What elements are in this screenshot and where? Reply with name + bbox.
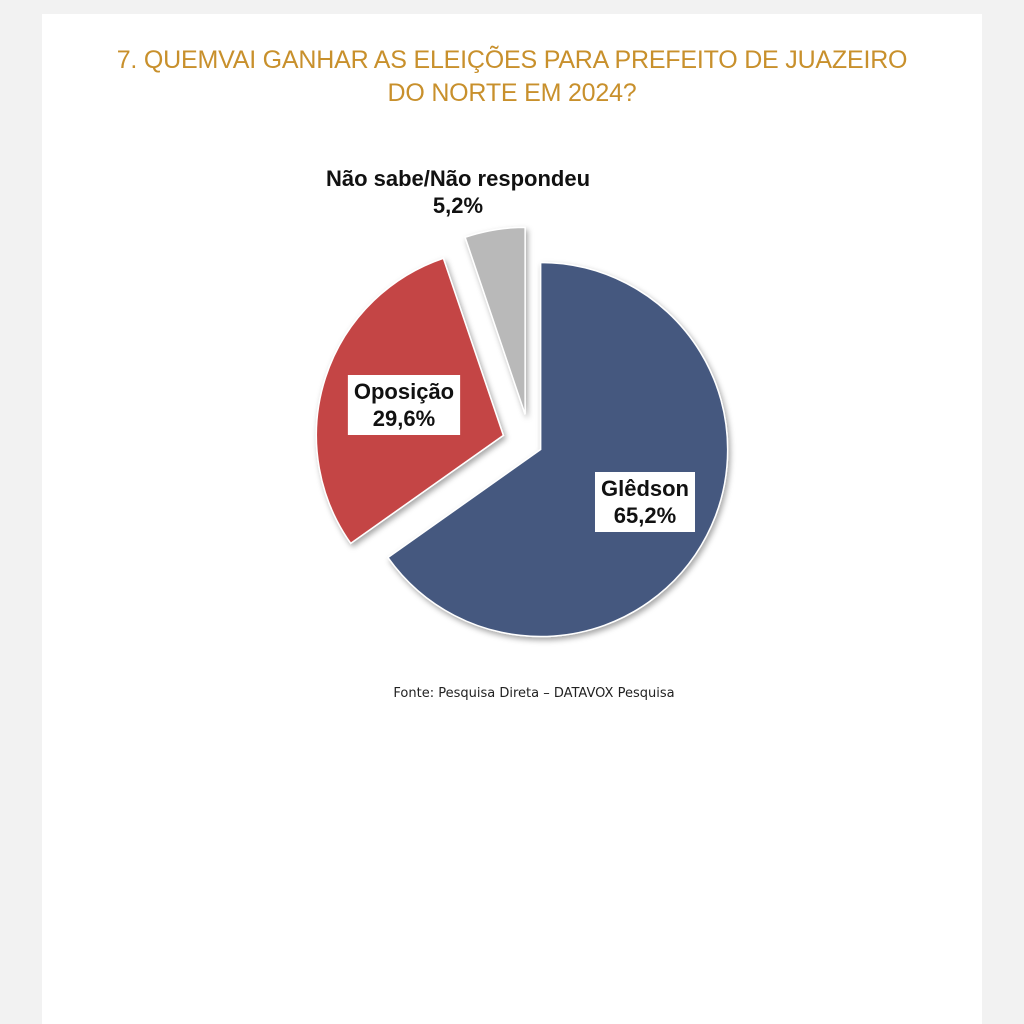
slice-value-oposicao: 29,6% [372, 406, 436, 431]
slice-name-nao-sabe: Não sabe/Não respondeu [325, 166, 591, 191]
source-note: Fonte: Pesquisa Direta – DATAVOX Pesquisa [393, 686, 675, 701]
slice-name-gledson: Glêdson [600, 476, 690, 501]
slice-value-gledson: 65,2% [613, 503, 677, 528]
chart-title-line-1: 7. QUEMVAI GANHAR AS ELEIÇÕES PARA PREFEITO DE JUAZEIRO [116, 46, 908, 74]
chart-title-line-2: DO NORTE EM 2024? [387, 79, 637, 107]
data-label-gledson [595, 472, 695, 532]
data-label-oposicao [348, 375, 460, 435]
data-label-nao-sabe [326, 166, 590, 218]
slice-value-nao-sabe: 5,2% [432, 193, 484, 218]
slice-name-oposicao: Oposição [353, 379, 455, 404]
